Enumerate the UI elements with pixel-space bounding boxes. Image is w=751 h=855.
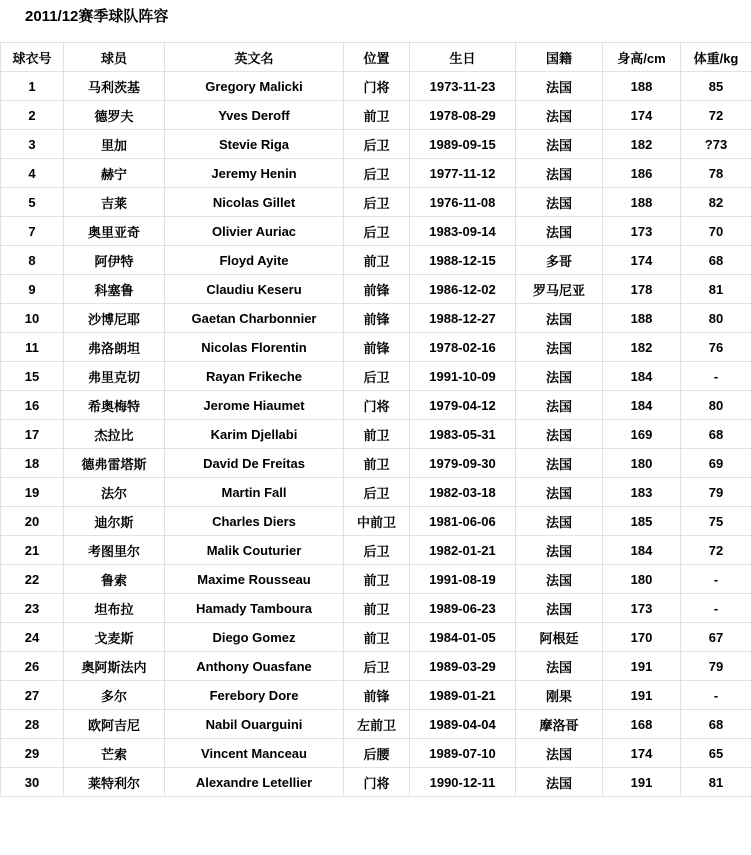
table-row — [1, 391, 751, 420]
table-cell: 180 — [603, 565, 681, 594]
table-cell: 德罗夫 — [64, 101, 165, 130]
table-cell: 65 — [681, 739, 751, 768]
table-cell: 摩洛哥 — [516, 710, 603, 739]
table-row — [1, 275, 751, 304]
table-cell: 门将 — [344, 391, 410, 420]
table-cell: Charles Diers — [165, 507, 344, 536]
table-cell: 79 — [681, 478, 751, 507]
table-cell: 1989-01-21 — [410, 681, 516, 710]
table-cell: 科塞鲁 — [64, 275, 165, 304]
table-cell: 吉莱 — [64, 188, 165, 217]
table-cell: Gregory Malicki — [165, 72, 344, 101]
table-cell: Jeremy Henin — [165, 159, 344, 188]
table-cell: Vincent Manceau — [165, 739, 344, 768]
table-cell: 30 — [1, 768, 64, 797]
table-body — [1, 72, 751, 797]
table-row — [1, 478, 751, 507]
table-row — [1, 101, 751, 130]
table-cell: 法国 — [516, 565, 603, 594]
table-cell: David De Freitas — [165, 449, 344, 478]
table-row — [1, 217, 751, 246]
table-cell: Maxime Rousseau — [165, 565, 344, 594]
roster-table — [0, 42, 751, 797]
table-cell: 法尔 — [64, 478, 165, 507]
table-cell: 杰拉比 — [64, 420, 165, 449]
table-cell: 后卫 — [344, 652, 410, 681]
column-header: 体重/kg — [681, 43, 751, 72]
table-cell: 后卫 — [344, 188, 410, 217]
table-cell: 坦布拉 — [64, 594, 165, 623]
table-row — [1, 420, 751, 449]
table-cell: 1989-07-10 — [410, 739, 516, 768]
table-cell: 27 — [1, 681, 64, 710]
table-cell: 沙博尼耶 — [64, 304, 165, 333]
table-cell: 希奥梅特 — [64, 391, 165, 420]
table-cell: 法国 — [516, 333, 603, 362]
table-cell: 法国 — [516, 130, 603, 159]
table-cell: 70 — [681, 217, 751, 246]
table-cell: 18 — [1, 449, 64, 478]
table-cell: 1978-02-16 — [410, 333, 516, 362]
table-cell: 168 — [603, 710, 681, 739]
table-cell: 67 — [681, 623, 751, 652]
table-cell: 后卫 — [344, 536, 410, 565]
table-cell: 弗里克切 — [64, 362, 165, 391]
table-cell: Anthony Ouasfane — [165, 652, 344, 681]
table-cell: 迪尔斯 — [64, 507, 165, 536]
table-cell: 后卫 — [344, 362, 410, 391]
table-cell: Rayan Frikeche — [165, 362, 344, 391]
table-cell: 法国 — [516, 478, 603, 507]
table-cell: 门将 — [344, 768, 410, 797]
table-row — [1, 681, 751, 710]
table-cell: 185 — [603, 507, 681, 536]
table-cell: 法国 — [516, 652, 603, 681]
table-cell: 1981-06-06 — [410, 507, 516, 536]
table-cell: 1989-06-23 — [410, 594, 516, 623]
table-cell: 1983-05-31 — [410, 420, 516, 449]
table-cell: 169 — [603, 420, 681, 449]
table-cell: Nicolas Florentin — [165, 333, 344, 362]
table-cell: 16 — [1, 391, 64, 420]
table-cell: Malik Couturier — [165, 536, 344, 565]
table-cell: 21 — [1, 536, 64, 565]
header-row — [1, 43, 751, 72]
table-cell: 弗洛朗坦 — [64, 333, 165, 362]
table-cell: 1990-12-11 — [410, 768, 516, 797]
table-cell: 1979-09-30 — [410, 449, 516, 478]
table-cell: 10 — [1, 304, 64, 333]
table-cell: 中前卫 — [344, 507, 410, 536]
table-cell: 180 — [603, 449, 681, 478]
table-cell: 阿根廷 — [516, 623, 603, 652]
table-cell: 后腰 — [344, 739, 410, 768]
table-cell: 1988-12-27 — [410, 304, 516, 333]
table-cell: Gaetan Charbonnier — [165, 304, 344, 333]
table-cell: 1989-03-29 — [410, 652, 516, 681]
table-cell: 鲁索 — [64, 565, 165, 594]
table-cell: 1989-09-15 — [410, 130, 516, 159]
table-row — [1, 188, 751, 217]
table-cell: 4 — [1, 159, 64, 188]
table-cell: 1984-01-05 — [410, 623, 516, 652]
table-cell: 法国 — [516, 362, 603, 391]
column-header: 国籍 — [516, 43, 603, 72]
table-cell: 29 — [1, 739, 64, 768]
table-cell: 188 — [603, 72, 681, 101]
table-cell: 1 — [1, 72, 64, 101]
table-cell: 1991-10-09 — [410, 362, 516, 391]
table-cell: 184 — [603, 362, 681, 391]
table-cell: 8 — [1, 246, 64, 275]
table-cell: 罗马尼亚 — [516, 275, 603, 304]
table-cell: 奥里亚奇 — [64, 217, 165, 246]
table-cell: 79 — [681, 652, 751, 681]
table-cell: 188 — [603, 304, 681, 333]
table-cell: 后卫 — [344, 478, 410, 507]
table-cell: 9 — [1, 275, 64, 304]
table-cell: 76 — [681, 333, 751, 362]
table-cell: 173 — [603, 217, 681, 246]
column-header: 球衣号 — [1, 43, 64, 72]
table-cell: 7 — [1, 217, 64, 246]
table-cell: 174 — [603, 101, 681, 130]
table-cell: 后卫 — [344, 130, 410, 159]
table-cell: 80 — [681, 391, 751, 420]
table-cell: 72 — [681, 536, 751, 565]
table-cell: Nicolas Gillet — [165, 188, 344, 217]
table-cell: 法国 — [516, 449, 603, 478]
table-cell: 德弗雷塔斯 — [64, 449, 165, 478]
table-cell: 法国 — [516, 304, 603, 333]
table-row — [1, 333, 751, 362]
table-cell: 前卫 — [344, 449, 410, 478]
table-cell: 1982-01-21 — [410, 536, 516, 565]
column-header: 生日 — [410, 43, 516, 72]
table-cell: 左前卫 — [344, 710, 410, 739]
table-cell: 68 — [681, 420, 751, 449]
table-cell: 186 — [603, 159, 681, 188]
table-row — [1, 739, 751, 768]
table-cell: 1973-11-23 — [410, 72, 516, 101]
table-row — [1, 507, 751, 536]
table-cell: 法国 — [516, 159, 603, 188]
table-cell: 75 — [681, 507, 751, 536]
table-cell: 182 — [603, 130, 681, 159]
table-cell: 里加 — [64, 130, 165, 159]
column-header: 球员 — [64, 43, 165, 72]
table-cell: Olivier Auriac — [165, 217, 344, 246]
table-cell: 法国 — [516, 391, 603, 420]
table-cell: 28 — [1, 710, 64, 739]
table-cell: 191 — [603, 768, 681, 797]
table-cell: 69 — [681, 449, 751, 478]
table-cell: 188 — [603, 188, 681, 217]
table-cell: Jerome Hiaumet — [165, 391, 344, 420]
table-cell: 赫宁 — [64, 159, 165, 188]
column-header: 位置 — [344, 43, 410, 72]
table-cell: Hamady Tamboura — [165, 594, 344, 623]
table-cell: 1982-03-18 — [410, 478, 516, 507]
table-cell: 174 — [603, 246, 681, 275]
table-cell: 多哥 — [516, 246, 603, 275]
table-cell: 184 — [603, 391, 681, 420]
table-cell: 前锋 — [344, 275, 410, 304]
table-cell: 法国 — [516, 536, 603, 565]
table-cell: 191 — [603, 681, 681, 710]
table-cell: Nabil Ouarguini — [165, 710, 344, 739]
table-cell: - — [681, 681, 751, 710]
table-cell: 1978-08-29 — [410, 101, 516, 130]
table-cell: 前卫 — [344, 101, 410, 130]
table-row — [1, 246, 751, 275]
table-cell: Martin Fall — [165, 478, 344, 507]
table-cell: 芒索 — [64, 739, 165, 768]
table-cell: 20 — [1, 507, 64, 536]
table-row — [1, 652, 751, 681]
table-cell: 17 — [1, 420, 64, 449]
table-cell: 174 — [603, 739, 681, 768]
table-cell: 81 — [681, 275, 751, 304]
table-cell: 1977-11-12 — [410, 159, 516, 188]
table-cell: 85 — [681, 72, 751, 101]
table-cell: 191 — [603, 652, 681, 681]
table-cell: 欧阿吉尼 — [64, 710, 165, 739]
table-cell: Floyd Ayite — [165, 246, 344, 275]
table-cell: 80 — [681, 304, 751, 333]
table-cell: 法国 — [516, 594, 603, 623]
table-cell: ?73 — [681, 130, 751, 159]
table-cell: Stevie Riga — [165, 130, 344, 159]
table-row — [1, 594, 751, 623]
table-cell: 法国 — [516, 188, 603, 217]
table-cell: 阿伊特 — [64, 246, 165, 275]
table-cell: 1989-04-04 — [410, 710, 516, 739]
table-cell: 前锋 — [344, 681, 410, 710]
table-row — [1, 362, 751, 391]
table-cell: 法国 — [516, 72, 603, 101]
table-cell: 后卫 — [344, 217, 410, 246]
table-cell: 前锋 — [344, 304, 410, 333]
table-cell: - — [681, 594, 751, 623]
table-row — [1, 72, 751, 101]
table-cell: Alexandre Letellier — [165, 768, 344, 797]
table-cell: 法国 — [516, 507, 603, 536]
table-cell: Claudiu Keseru — [165, 275, 344, 304]
table-cell: - — [681, 565, 751, 594]
table-cell: 法国 — [516, 101, 603, 130]
table-cell: 法国 — [516, 217, 603, 246]
table-cell: 法国 — [516, 739, 603, 768]
table-row — [1, 159, 751, 188]
table-row — [1, 623, 751, 652]
page-title: 2011/12赛季球队阵容 — [25, 8, 169, 25]
table-cell: 1986-12-02 — [410, 275, 516, 304]
table-cell: 前锋 — [344, 333, 410, 362]
table-cell: 178 — [603, 275, 681, 304]
column-header: 英文名 — [165, 43, 344, 72]
table-cell: 184 — [603, 536, 681, 565]
table-cell: 24 — [1, 623, 64, 652]
table-row — [1, 768, 751, 797]
table-row — [1, 536, 751, 565]
table-cell: 前卫 — [344, 565, 410, 594]
table-cell: 5 — [1, 188, 64, 217]
table-cell: 173 — [603, 594, 681, 623]
table-row — [1, 565, 751, 594]
table-cell: 法国 — [516, 420, 603, 449]
table-cell: 奥阿斯法内 — [64, 652, 165, 681]
table-cell: 170 — [603, 623, 681, 652]
table-cell: Yves Deroff — [165, 101, 344, 130]
table-cell: 11 — [1, 333, 64, 362]
table-cell: 刚果 — [516, 681, 603, 710]
table-cell: 183 — [603, 478, 681, 507]
table-cell: Ferebory Dore — [165, 681, 344, 710]
table-cell: 考图里尔 — [64, 536, 165, 565]
table-cell: 82 — [681, 188, 751, 217]
table-cell: 1983-09-14 — [410, 217, 516, 246]
table-cell: 马利茨基 — [64, 72, 165, 101]
table-cell: 81 — [681, 768, 751, 797]
table-cell: 22 — [1, 565, 64, 594]
table-cell: Karim Djellabi — [165, 420, 344, 449]
table-cell: 23 — [1, 594, 64, 623]
table-row — [1, 710, 751, 739]
table-cell: 前卫 — [344, 246, 410, 275]
table-cell: - — [681, 362, 751, 391]
table-cell: 前卫 — [344, 594, 410, 623]
table-cell: 72 — [681, 101, 751, 130]
table-cell: 门将 — [344, 72, 410, 101]
table-row — [1, 304, 751, 333]
table-cell: 莱特利尔 — [64, 768, 165, 797]
table-cell: 68 — [681, 246, 751, 275]
table-cell: 68 — [681, 710, 751, 739]
table-cell: 3 — [1, 130, 64, 159]
table-cell: 1979-04-12 — [410, 391, 516, 420]
table-cell: 后卫 — [344, 159, 410, 188]
column-header: 身高/cm — [603, 43, 681, 72]
table-cell: 15 — [1, 362, 64, 391]
table-cell: 2 — [1, 101, 64, 130]
table-cell: 多尔 — [64, 681, 165, 710]
table-cell: 1991-08-19 — [410, 565, 516, 594]
table-row — [1, 449, 751, 478]
table-cell: 前卫 — [344, 420, 410, 449]
table-cell: 78 — [681, 159, 751, 188]
table-cell: 182 — [603, 333, 681, 362]
table-cell: 法国 — [516, 768, 603, 797]
table-cell: 1976-11-08 — [410, 188, 516, 217]
table-cell: 戈麦斯 — [64, 623, 165, 652]
table-cell: 1988-12-15 — [410, 246, 516, 275]
table-cell: Diego Gomez — [165, 623, 344, 652]
table-cell: 19 — [1, 478, 64, 507]
table-row — [1, 130, 751, 159]
table-cell: 26 — [1, 652, 64, 681]
table-cell: 前卫 — [344, 623, 410, 652]
